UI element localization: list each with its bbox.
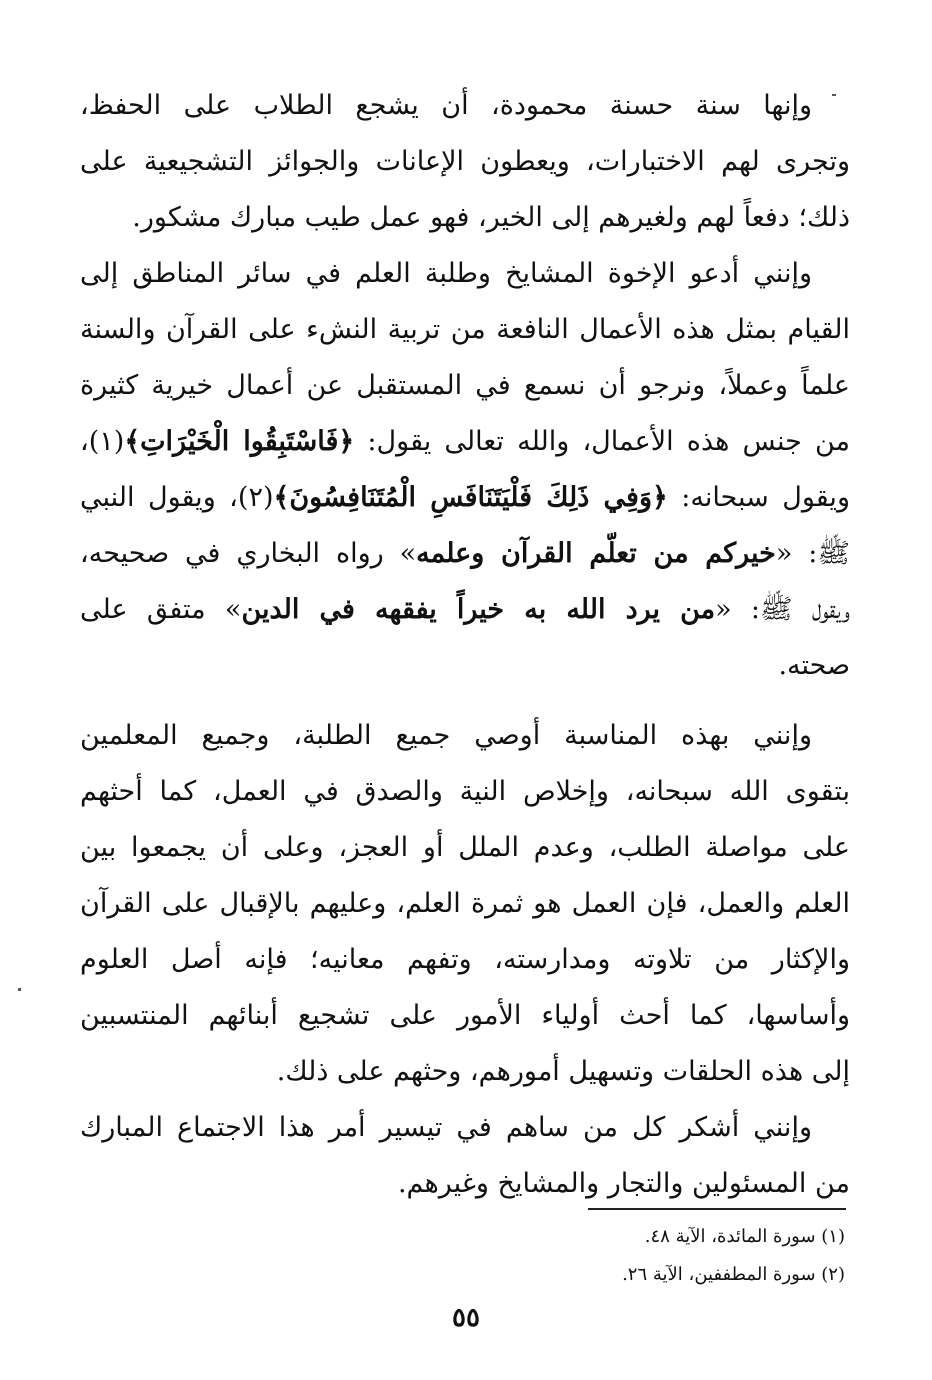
hadith-quote: من يرد الله به خيراً يفقهه في الدين — [241, 594, 716, 625]
paragraph-3 — [80, 708, 850, 1100]
text-line: وتجرى لهم الاختبارات، ويعطون الإعانات والجوائز التشجيعية على — [80, 146, 850, 177]
text-line: بتقوى الله سبحانه، وإخلاص النية والصدق في العمل، كما أحثهم — [80, 776, 850, 807]
text-line: وإنني أشكر كل من ساهم في تيسير أمر هذا الاجتماع المبارك — [80, 1112, 812, 1143]
text-line: وإنني أدعو الإخوة المشايخ وطلبة العلم في سائر المناطق إلى — [80, 258, 812, 289]
text-line: إلى هذه الحلقات وتسهيل أمورهم، وحثهم على ذلك. — [276, 1056, 850, 1087]
paragraph-4 — [80, 1100, 850, 1212]
footnote-1: (١) سورة المائدة، الآية ٤٨. — [644, 1226, 845, 1247]
text-segment: ويقول ﷺ: « — [715, 594, 850, 625]
footnotes — [500, 1218, 845, 1294]
text-segment: من جنس هذه الأعمال، والله تعالى يقول: — [354, 426, 850, 457]
text-line: صحته. — [778, 650, 850, 681]
text-line: وأساسها، كما أحث أولياء الأمور على تشجيع أبنائهم المنتسبين — [80, 1000, 850, 1031]
text-line: القيام بمثل هذه الأعمال النافعة من تربية النشء على القرآن والسنة — [80, 314, 850, 345]
text-line: علماً وعملاً، ونرجو أن نسمع في المستقبل عن أعمال خيرية كثيرة — [80, 370, 850, 401]
text-line — [80, 526, 850, 582]
text-line — [80, 470, 850, 526]
footnote-ref: (٢)، ويقول النبي — [80, 482, 274, 513]
quran-verse: ﴿فَاسْتَبِقُوا الْخَيْرَاتِ﴾ — [124, 426, 355, 457]
quran-verse: ﴿وَفِي ذَلِكَ فَلْيَتَنَافَسِ الْمُتَنَافِسُونَ﴾ — [273, 482, 668, 513]
hadith-quote: خيركم من تعلّم القرآن وعلمه — [416, 538, 776, 569]
text-line: من المسئولين والتجار والمشايخ وغيرهم. — [397, 1168, 850, 1199]
page-number: ٥٥ — [452, 1303, 480, 1333]
text-segment: » متفق على — [80, 594, 242, 625]
text-segment: » رواه البخاري في صحيحه، — [80, 538, 417, 569]
text-line: على مواصلة الطلب، وعدم الملل أو العجز، وعلى أن يجمعوا بين — [80, 832, 850, 863]
footnote-ref: (١)، — [80, 426, 125, 457]
footnote-2: (٢) سورة المطففين، الآية ٢٦. — [622, 1264, 845, 1285]
text-line — [80, 582, 850, 638]
paragraph-1 — [80, 78, 850, 246]
scan-speck — [832, 94, 836, 96]
paragraph-spacer — [80, 694, 850, 708]
footnote-divider — [588, 1208, 846, 1210]
text-line: والإكثار من تلاوته ومدارسته، وتفهم معانيه؛ فإنه أصل العلوم — [80, 944, 850, 975]
text-segment: ﷺ: « — [775, 538, 850, 569]
text-line: ذلك؛ دفعاً لهم ولغيرهم إلى الخير، فهو عمل طيب مبارك مشكور. — [132, 202, 850, 233]
main-text — [80, 78, 850, 1212]
text-line: وإنني بهذه المناسبة أوصي جميع الطلبة، وجميع المعلمين — [80, 720, 812, 751]
scan-speck — [18, 988, 21, 991]
paragraph-2 — [80, 246, 850, 694]
text-line — [80, 414, 850, 470]
text-line: العلم والعمل، فإن العمل هو ثمرة العلم، وعليهم بالإقبال على القرآن — [80, 888, 850, 919]
text-line: وإنها سنة حسنة محمودة، أن يشجع الطلاب على الحفظ، — [80, 90, 812, 121]
text-segment: ويقول سبحانه: — [667, 482, 850, 513]
